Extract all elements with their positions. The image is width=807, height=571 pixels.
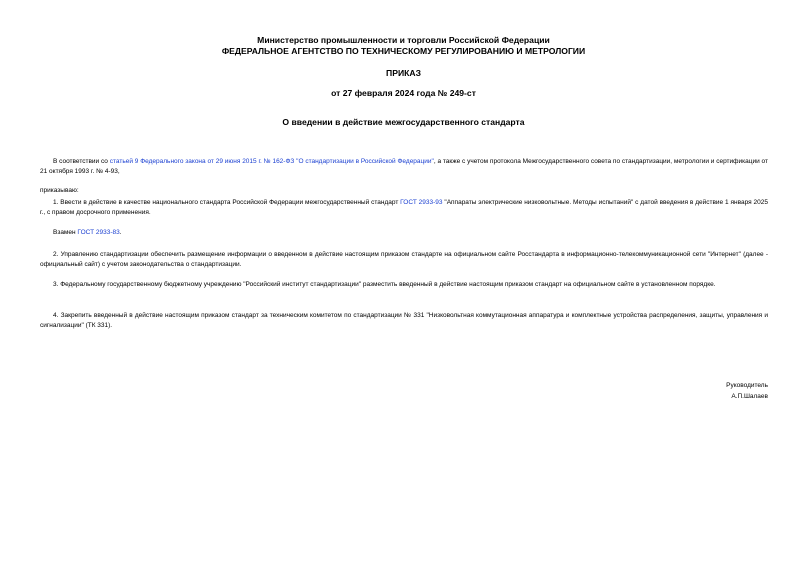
paragraph-legal-basis-tail: , а также с учетом протокола Межгосударственного совета по стандартизации, метрологии и сертификации от 21 октября 1993 г. № 4-93, <box>40 158 768 175</box>
paragraph-legal-basis <box>40 157 768 177</box>
paragraph-item-4: 4. Закрепить введенный в действие настоящим приказом стандарт за техническим комитетом по стандартизации № 331 "Низковольтная коммутационная аппаратура и комплектные устройства распределения, защиты, управления и сигнализации" (ТК 331). <box>40 312 768 329</box>
document-type: ПРИКАЗ <box>386 68 421 78</box>
paragraph-replacement-lead: Взамен <box>53 229 78 236</box>
paragraph-item-1-tail: "Аппараты электрические низковольтные. Методы испытаний" с датой введения в действие 1 января 2025 г., с правом досрочного применения. <box>40 199 768 216</box>
gost-2933-93-link[interactable]: ГОСТ 2933-93 <box>400 199 443 206</box>
agency-heading: ФЕДЕРАЛЬНОЕ АГЕНТСТВО ПО ТЕХНИЧЕСКОМУ РЕГУЛИРОВАНИЮ И МЕТРОЛОГИИ <box>221 46 586 56</box>
paragraph-item-1 <box>40 198 768 218</box>
gost-2933-83-link[interactable]: ГОСТ 2933-83 <box>77 229 120 236</box>
paragraph-item-1-lead: 1. Ввести в действие в качестве национального стандарта Российской Федерации межгосударственный стандарт <box>53 199 401 206</box>
signature-position: Руководитель <box>726 382 768 389</box>
document-date-number: от 27 февраля 2024 года № 249-ст <box>331 88 476 98</box>
paragraph-replacement-tail: . <box>119 229 122 236</box>
signature-name: А.П.Шалаев <box>731 393 768 400</box>
order-word: приказываю: <box>40 187 79 194</box>
paragraph-item-2: 2. Управлению стандартизации обеспечить размещение информации о введенном в действие настоящим приказом стандарте на официальном сайте Росстандарта в информационно-телекоммуникационной сети "Интернет" (далее - официальный сайт) с учетом законодательства о стандартизации. <box>40 251 768 268</box>
federal-law-link[interactable]: статьей 9 Федерального закона от 29 июня 2015 г. № 162-ФЗ "О стандартизации в Российской Федерации" <box>109 158 434 165</box>
paragraph-item-3: 3. Федеральному государственному бюджетному учреждению "Российский институт стандартизации" разместить введенный в действие настоящим приказом стандарт на официальном сайте в установленном порядке. <box>53 281 716 288</box>
paragraph-replacement <box>40 228 768 238</box>
document-title: О введении в действие межгосударственного стандарта <box>282 117 525 127</box>
paragraph-legal-basis-lead: В соответствии со <box>53 158 110 165</box>
ministry-heading: Министерство промышленности и торговли Российской Федерации <box>257 35 550 45</box>
